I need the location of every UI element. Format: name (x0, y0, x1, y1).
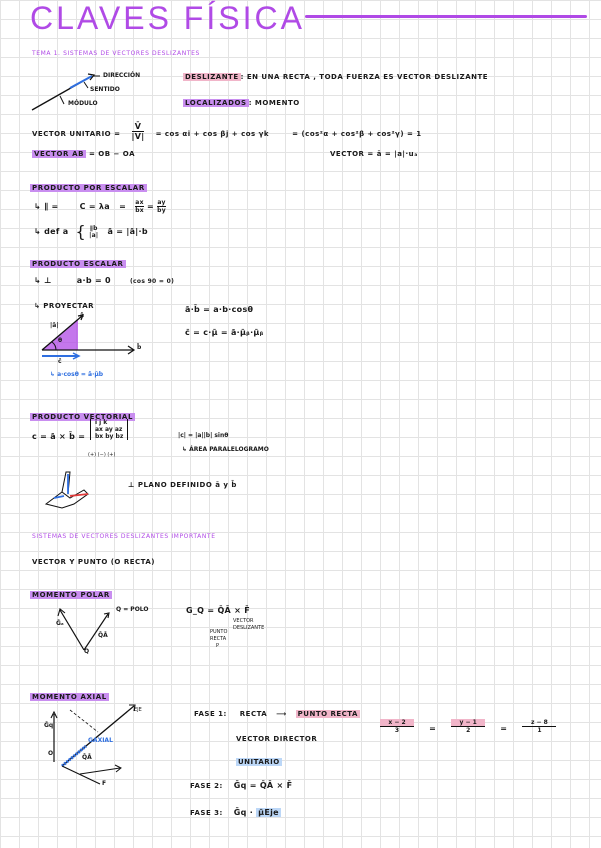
unitario-fraction (132, 122, 145, 141)
q-polo: Q = POLO (116, 606, 149, 613)
frac-x-den: 3 (394, 727, 400, 734)
frac-y-den: 2 (466, 727, 471, 734)
det-row-1: i j k (95, 419, 108, 426)
producto-escalar2-heading (30, 251, 126, 270)
fig-b-label: b̄ (137, 344, 142, 351)
vector-punto: VECTOR Y PUNTO (O RECTA) (32, 558, 155, 566)
axial-qa-label: Q̄Ā (82, 754, 92, 761)
localizados-text: : MOMENTO (248, 99, 300, 107)
projection-diagram (38, 312, 148, 367)
perp-line (34, 276, 174, 285)
frac-y-num: y − 1 (451, 719, 485, 727)
fase2-eq: Ḡq = Q̄Ā × F̄ (233, 781, 293, 790)
vector-ab-label: VECTOR AB (34, 150, 85, 158)
unitario-num: V̄ (132, 122, 145, 132)
producto-vectorial-heading-text: PRODUCTO VECTORIAL (32, 413, 134, 421)
unitario-identity: = (cos²α + cos²β + cos²γ) = 1 (292, 130, 422, 138)
vectorial-area: ↳ ÁREA PARALELOGRAMO (182, 446, 269, 453)
frac-x-num: x − 2 (380, 719, 414, 727)
momento-axial-heading-text: MOMENTO AXIAL (32, 693, 107, 701)
polar-note-p: P (216, 643, 220, 649)
brace: { (75, 222, 86, 241)
ratio-2-den: by (157, 207, 166, 214)
perp-symbol: ↳ ⊥ (34, 276, 52, 285)
frac-z-num: z − 8 (522, 719, 556, 727)
polar-note-deslizante: DESLIZANTE (233, 625, 265, 631)
vector-mod: VECTOR = ā = |a|·uₐ (330, 150, 418, 158)
axial-gq-label: Ḡq (44, 722, 54, 729)
momento-polar-heading (30, 582, 112, 601)
polar-q-label: Q (84, 648, 90, 655)
eje-label: EJE (134, 707, 142, 713)
cond-top: ∥b (89, 224, 98, 232)
perp-note: (cos 90 = 0) (130, 278, 175, 285)
polar-diagram (52, 602, 112, 657)
cond-bot: |a| (89, 231, 99, 239)
page-title: CLAVES FÍSICA (30, 0, 305, 36)
deslizante-text: : EN UNA RECTA , TODA FUERZA ES VECTOR DESLIZANTE (240, 73, 489, 81)
def-rhs: ā = |ā|·b (107, 227, 148, 236)
vectorial-lhs: c = ā × b̄ = (32, 432, 86, 441)
polar-qa-label: Q̄Ā (98, 632, 108, 639)
deslizante-line (183, 73, 488, 81)
fase2-label: FASE 2: (190, 782, 223, 790)
localizados-line (183, 99, 300, 107)
title-underline (305, 15, 587, 18)
polar-note-punto: PUNTO (210, 629, 228, 635)
fase1-line: FASE 1: RECTA ⟶ PUNTO RECTA (194, 710, 358, 718)
determinant (90, 419, 128, 440)
direccion-label: DIRECCIÓN (103, 72, 141, 79)
fase3-a: Ḡq · (233, 808, 257, 817)
tema-subtitle: TEMA 1. SISTEMAS DE VECTORES DESLIZANTES (32, 50, 200, 57)
sentido-label: SENTIDO (90, 86, 120, 93)
c-eq: C = λa (79, 202, 110, 211)
vectorial-plano: ⊥ PLANO DEFINIDO ā y b̄ (128, 481, 237, 489)
fase3-label: FASE 3: (190, 809, 223, 817)
fig-abs-label: |ā| (50, 322, 59, 329)
polar-eq: G_Q = Q̄Ā × F̄ (186, 606, 250, 615)
axial-f-label: F (102, 780, 107, 787)
det-row-2: ax ay az (95, 426, 123, 433)
unitario-label: VECTOR UNITARIO = (32, 130, 121, 138)
polar-note-vector: VECTOR (233, 618, 254, 624)
fase1-recta: RECTA (239, 710, 268, 718)
parallel-line: ↳ ∥ = C = λa = $\frac{ax}{bx}$ = $\frac{ay}{by}$ (34, 199, 166, 214)
unitario-badge-text: UNITARIO (238, 758, 280, 766)
frac-x (380, 719, 414, 734)
producto-escalar-heading (30, 175, 147, 194)
line-equation: $\frac{x - 2}{3}$ = $\frac{y - 1}{2}$ = $\frac{z - 8}{1}$ (380, 716, 556, 735)
deslizante-label: DESLIZANTE (185, 73, 239, 81)
gaxial-label: GAXIAL (88, 737, 113, 744)
ratio-1-den: bx (135, 207, 144, 214)
hand-rule-drawing (40, 468, 100, 513)
polar-note-recta: RECTA (210, 636, 227, 642)
ratio-1-num: ax (135, 199, 144, 206)
polar-ga-label: Ḡₐ (56, 620, 64, 627)
fase3-line (190, 808, 281, 817)
axial-o-label: O (48, 750, 54, 757)
producto-escalar-heading-text: PRODUCTO POR ESCALAR (32, 184, 145, 192)
def-cond (89, 225, 98, 239)
vector-ab-line (32, 150, 135, 158)
fase1-label: FASE 1: (194, 710, 227, 718)
unitario-den: |V| (131, 132, 145, 141)
fase2-line (190, 781, 292, 790)
vector-ab-rhs: = OB − OA (88, 150, 135, 158)
def-line (34, 222, 148, 241)
modulo-label: MÓDULO (68, 100, 98, 107)
unitario-rhs: = cos αi + cos βj + cos γk (155, 130, 270, 138)
fig-c-label: c̄ (58, 358, 62, 365)
perp-eq: a·b = 0 (76, 276, 111, 285)
vectorial-mod: |c| = |a||b| sinθ (178, 432, 229, 439)
frac-z (522, 719, 556, 734)
sistemas-heading: SISTEMAS DE VECTORES DESLIZANTES IMPORTANTE (32, 533, 216, 540)
frac-z-den: 1 (537, 727, 542, 734)
escalar-eq2: c̄ = c·μ̄ = ā·μ̄ᵦ·μ̄ᵦ (185, 328, 264, 337)
det-signs: (+) (−) (+) (88, 452, 116, 458)
det-row-3: bx by bz (95, 433, 124, 440)
unitario-badge (236, 758, 282, 766)
fig-a-label: ā (80, 312, 85, 319)
ratio-1 (135, 199, 144, 214)
axial-diagram (40, 700, 150, 790)
ratio-2-num: ay (157, 199, 166, 206)
fase1-punto: PUNTO RECTA (297, 710, 358, 718)
projection-caption: ↳ a·cosθ = ā·μ̄b (50, 371, 104, 378)
parallel-symbol: ↳ ∥ = (34, 202, 59, 211)
vector-director: VECTOR DIRECTOR (236, 735, 318, 743)
fase3-b: μ̄Eje (258, 808, 279, 817)
momento-polar-heading-text: MOMENTO POLAR (32, 591, 110, 599)
ratio-2 (157, 199, 166, 214)
escalar-eq1: ā·b̄ = a·b·cosθ (185, 305, 254, 314)
proyectar-label: ↳ PROYECTAR (34, 302, 95, 310)
def-label: ↳ def a (34, 227, 69, 236)
frac-y (451, 719, 485, 734)
localizados-label: LOCALIZADOS (185, 99, 247, 107)
unitario-line (32, 121, 422, 141)
fig-theta-label: θ (58, 337, 63, 344)
producto-escalar2-heading-text: PRODUCTO ESCALAR (32, 260, 124, 268)
